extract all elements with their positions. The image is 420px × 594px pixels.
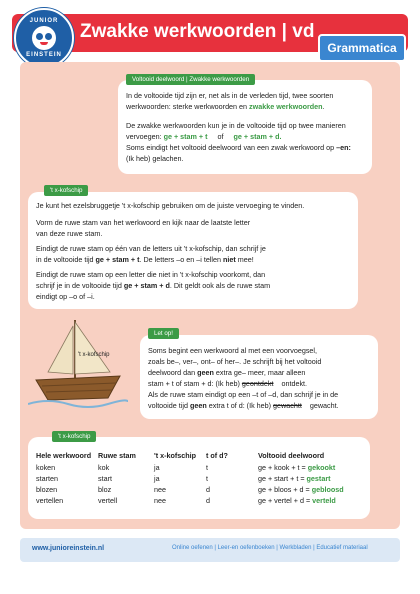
cell-t-or-d: d: [206, 485, 210, 494]
s1-line: (Ik heb) gelachen.: [126, 154, 184, 163]
cell-verb: blozen: [36, 485, 58, 494]
website-link[interactable]: www.junioreinstein.nl: [32, 545, 105, 552]
cell-stem: start: [98, 474, 112, 483]
s1-line: De zwakke werkwoorden kun je in de voltooide tijd op twee manieren: [126, 121, 346, 130]
s1-line: werkwoorden: sterke werkwoorden en zwakke werkwoorden.: [126, 102, 325, 111]
column-header: 't x-kofschip: [154, 451, 197, 460]
s3-line: voltooide tijd geen extra t of d: (Ik heb) gewachtt gewacht.: [148, 401, 339, 410]
s2-line: schrijf je in de voltooide tijd ge + stam + d. Dit geldt ook als de ruwe stam: [36, 281, 271, 290]
cell-t-or-d: t: [206, 463, 208, 472]
s2-line: in de voltooide tijd ge + stam + t. De letters –o en –i tellen niet mee!: [36, 255, 254, 264]
s3-line: Als de ruwe stam eindigt op een –t of –d, dan schrijf je in de: [148, 390, 339, 399]
s3-line: zoals be–, ver–, ont– of her–. Je schrijft bij het voltooid: [148, 357, 322, 366]
cell-kofschip: nee: [154, 496, 166, 505]
section-voorbeelden-tabel: [28, 437, 370, 519]
section-label: 't x-kofschip: [52, 431, 96, 442]
section-label: Let op!: [148, 328, 179, 339]
section-label: 't x-kofschip: [44, 185, 88, 196]
einstein-face-icon: [32, 26, 56, 50]
cell-t-or-d: t: [206, 474, 208, 483]
section-voltooid-deelwoord: [118, 80, 372, 174]
s2-line: Eindigt de ruwe stam op een letter die niet in 't x-kofschip voorkomt, dan: [36, 270, 266, 279]
s2-intro: Je kunt het ezelsbruggetje 't x-kofschip gebruiken om de juiste vervoeging te vinden.: [36, 201, 305, 210]
logo-text-top: JUNIOR: [29, 18, 59, 24]
cell-kofschip: ja: [154, 463, 160, 472]
cell-stem: vertell: [98, 496, 118, 505]
cell-stem: bloz: [98, 485, 112, 494]
table-header-row: [36, 449, 368, 462]
table-row: [36, 462, 368, 473]
s3-line: stam + t of stam + d: (Ik heb) geontdekt ontdekt.: [148, 379, 308, 388]
section-label: Voltooid deelwoord | Zwakke werkwoorden: [126, 74, 255, 85]
cell-participle: ge + kook + t = gekookt: [258, 463, 336, 472]
s3-line: Soms begint een werkwoord al met een voorvoegsel,: [148, 346, 317, 355]
column-header: Ruwe stam: [98, 451, 136, 460]
cell-verb: vertellen: [36, 496, 64, 505]
table-row: [36, 484, 368, 495]
s3-line: deelwoord dan geen extra ge– meer, maar alleen: [148, 368, 306, 377]
s2-line: van deze ruwe stam.: [36, 229, 103, 238]
cell-kofschip: ja: [154, 474, 160, 483]
logo-text-bottom: EINSTEIN: [26, 52, 62, 58]
cell-participle: ge + vertel + d = verteld: [258, 496, 336, 505]
s2-line: Eindigt de ruwe stam op één van de letters uit 't x-kofschip, dan schrijf je: [36, 244, 266, 253]
section-let-op: [140, 335, 378, 419]
cell-verb: starten: [36, 474, 58, 483]
column-header: Hele werkwoord: [36, 451, 92, 460]
footer: [20, 538, 400, 562]
cell-stem: kok: [98, 463, 110, 472]
s1-line: In de voltooide tijd zijn er, net als in de verleden tijd, twee soorten: [126, 91, 334, 100]
category-tag: Grammatica: [318, 34, 406, 62]
page-title: Zwakke werkwoorden | vd: [80, 21, 315, 42]
s1-line: Soms eindigt het voltooid deelwoord van een zwak werkwoord op –en:: [126, 143, 351, 152]
table-row: [36, 495, 368, 506]
cell-verb: koken: [36, 463, 56, 472]
column-header: t of d?: [206, 451, 228, 460]
cell-participle: ge + bloos + d = gebloosd: [258, 485, 344, 494]
sail-text: 't x-kofschip: [78, 352, 110, 358]
junior-einstein-logo: [14, 8, 74, 68]
verb-table: [36, 449, 368, 506]
s2-line: Vorm de ruwe stam van het werkwoord en kijk naar de laatste letter: [36, 218, 251, 227]
section-kofschip-uitleg: [28, 192, 358, 309]
cell-kofschip: nee: [154, 485, 166, 494]
footer-links[interactable]: Online oefenen | Leer-en oefenboeken | Werkbladen | Educatief materiaal: [172, 545, 368, 551]
column-header: Voltooid deelwoord: [258, 451, 325, 460]
table-row: [36, 473, 368, 484]
s2-line: eindigt op –o of –i.: [36, 292, 95, 301]
cell-participle: ge + start + t = gestart: [258, 474, 331, 483]
cell-t-or-d: d: [206, 496, 210, 505]
s1-line: vervoegen: ge + stam + t of ge + stam + d.: [126, 132, 282, 141]
sailboat-illustration: [28, 312, 128, 412]
